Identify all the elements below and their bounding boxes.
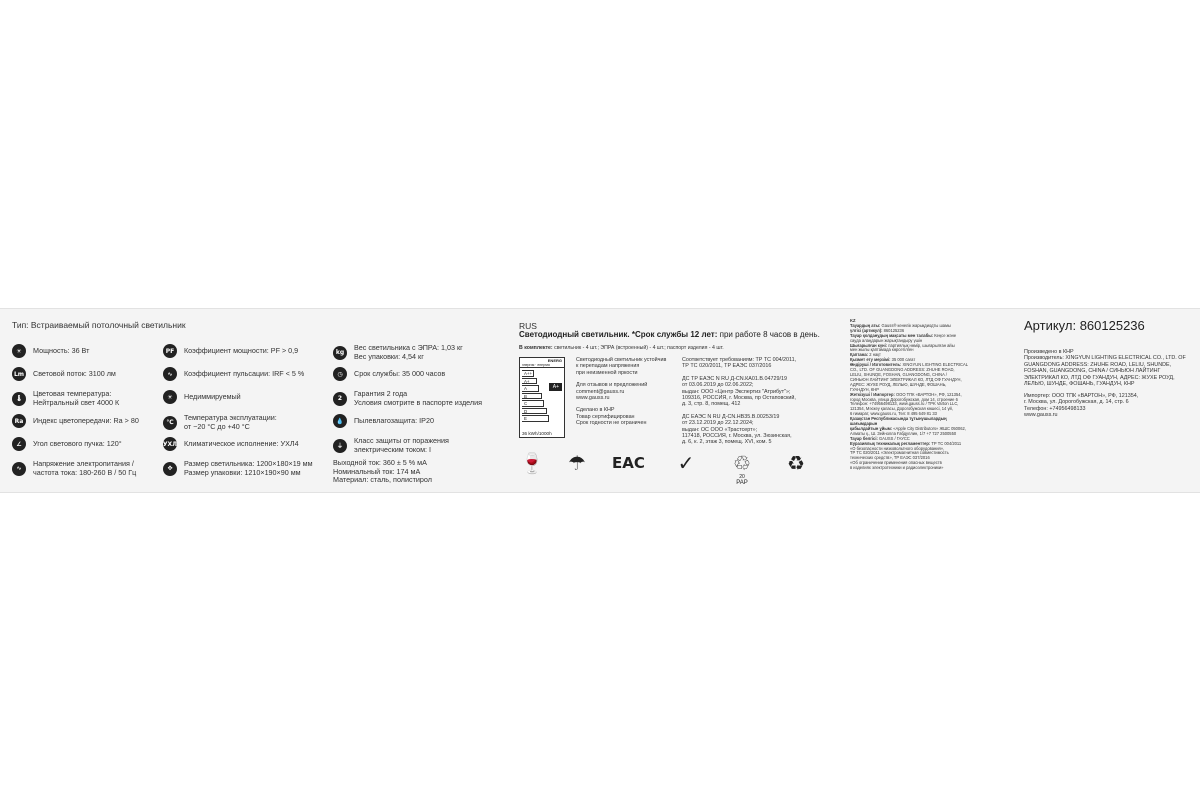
text-line: ТР ТС 020/2011, ТР ЕАЭС 037/2016	[682, 363, 772, 370]
ripple-icon: ∿	[163, 367, 177, 381]
kz-line-text: «Apple City Distributors» ЖШС 050062,	[892, 425, 966, 431]
energy-class-bars	[520, 370, 564, 422]
spec-line: Индекс цветопередачи: Ra > 80	[33, 415, 139, 425]
text-line: от 03.06.2019 до 02.06.2022;	[682, 382, 754, 389]
kz-line-text: город Москва, улица Дорогобужская, дом 14, строение 6	[850, 396, 958, 402]
spec-line: Коэффициент мощности: PF > 0,9	[184, 345, 299, 355]
spec-row	[12, 414, 139, 428]
kz-line-text: 121354, Мәскеу қаласы, Дорогобужская көшесі, 14 үй,	[850, 406, 953, 412]
text-line: comment@gauss.ru	[576, 388, 625, 395]
spec-text	[33, 347, 89, 356]
current-material-block	[333, 459, 432, 485]
product-label-strip	[0, 308, 1200, 493]
text-line: выдан: ООО «Центр Экспертиз "Атрибут"»;	[682, 388, 791, 395]
spec-line: Нейтральный свет 4000 К	[33, 397, 120, 407]
spec-line: Вес упаковки: 4,54 кг	[354, 351, 424, 361]
package-contents	[519, 345, 724, 351]
article-number: Артикул: 860125236	[1024, 318, 1145, 333]
spec-text	[184, 347, 298, 356]
kz-line-text: CO., LTD. OF GUANGDONG ADDRESS: ZHUHE ROAD,	[850, 367, 955, 373]
text-line: Светодиодный светильник устойчив	[576, 357, 667, 363]
spec-line: Угол светового пучка: 120°	[33, 438, 122, 448]
temperature-range-icon: ℃	[163, 416, 177, 430]
pictogram-glyph: ♻	[787, 451, 805, 475]
kz-line-text: 35 000 сағат	[890, 357, 916, 363]
text-line: www.gauss.ru	[576, 395, 610, 402]
lumen-icon: Lm	[12, 367, 26, 381]
spec-text	[184, 460, 313, 477]
spec-row	[12, 460, 136, 477]
ra-icon: Ra	[12, 414, 26, 428]
keep-dry-umbrella-icon	[563, 452, 591, 474]
spec-row	[333, 414, 434, 428]
spec-line: Климатическое исполнение: УХЛ4	[184, 438, 299, 448]
spec-line: Класс защиты от поражения	[354, 436, 449, 445]
kz-line-text: Gauss® кенелік жарықдиодты шамы	[880, 322, 951, 328]
kz-line-label: Қаптама:	[850, 352, 869, 358]
rus-heading	[519, 330, 820, 339]
energy-class-bar: D	[522, 408, 547, 415]
text-line: GUANGDONG ADDRESS: ZHUHE ROAD, LELIU, SHUNDE,	[1024, 361, 1172, 368]
text-line: при неизменной яркости	[576, 369, 638, 376]
fragile-glass-icon	[518, 452, 546, 474]
spec-row	[333, 390, 482, 407]
spec-line: Напряжение электропитания /	[33, 459, 134, 468]
kz-line-label: үлгісі (артикул):	[850, 327, 883, 333]
spec-text	[184, 370, 304, 379]
kz-line-text: LELIU, SHUNDE, FOSHAN, GUANGDONG, CHINA /	[850, 371, 947, 377]
kz-section	[850, 319, 974, 471]
spec-text	[184, 393, 241, 402]
kz-line-text: 860125236	[882, 327, 905, 333]
spec-text	[354, 437, 449, 454]
text-line: www.gauss.ru	[1024, 412, 1058, 419]
text-line: д. 3, стр. 8, помещ. 412	[682, 401, 741, 408]
energy-label	[519, 357, 565, 438]
energy-class-bar: A	[522, 385, 539, 392]
text-line: ЭЛЕКТРИКАЛ КО, ЛТД ОФ ГУАНДУН, АДРЕС: ЖУХЕ РОУД,	[1024, 374, 1175, 381]
kz-line-text: партиялық нөмір, шығарылған айы	[887, 342, 955, 348]
kz-line-label: қабылдайтын ұйым:	[850, 425, 893, 431]
spec-row	[163, 460, 313, 477]
kz-line-label: Қызмет ету мерзімі:	[850, 357, 891, 363]
energy-label-header: ENERG	[520, 358, 564, 363]
rus-heading-bold: Светодиодный светильник. *Срок службы 12 лет:	[519, 330, 718, 339]
spec-line: частота тока: 180-260 В / 50 Гц	[33, 467, 137, 477]
kz-line-text: АДРЕС: ЖУХЕ РОУД, ЛЕЛЬЮ, ШУНДЕ, ФОШАНЬ,	[850, 381, 947, 387]
text-line: Производитель: XINGYUN LIGHTING ELECTRICAL CO., LTD. OF	[1024, 355, 1186, 362]
kz-line-label: Еуразиялық техникалық регламенттер:	[850, 440, 931, 446]
spec-row	[333, 367, 445, 381]
kz-line-text: сауда алаңдарын жарықтандыру үшін	[850, 337, 923, 343]
quality-mark-icon	[672, 452, 700, 474]
spec-line: Условия смотрите в паспорте изделия	[354, 397, 482, 407]
energy-consumption: 36 kWh/1000h	[522, 431, 552, 436]
kz-line-text: в изделиях электротехники и радиоэлектроники»	[850, 465, 944, 471]
text-line: Материал: сталь, полистирол	[333, 475, 432, 485]
trash-bin-icon	[782, 452, 810, 474]
pictogram-glyph: ☂	[568, 451, 586, 475]
spec-line: от −20 °С до +40 °С	[184, 421, 250, 431]
producer-block	[1024, 349, 1186, 387]
text-line: д. 6, к. 2, этаж 3, помещ. XVI, ком. 5	[682, 439, 772, 446]
kz-line	[850, 466, 974, 471]
kz-line-text: «Об ограничении применения опасных веществ	[850, 460, 942, 466]
eac-mark-icon	[612, 452, 645, 474]
spec-text	[354, 390, 482, 407]
kz-line-text: ГУАНДУН, КНР	[850, 386, 879, 392]
kz-line-text: мен жылы қаптамада көрсетілген	[850, 347, 914, 353]
energy-rating-badge: A+	[549, 383, 562, 391]
text-line: Произведено в КНР	[1024, 349, 1074, 355]
warranty-icon: 2	[333, 392, 347, 406]
importer-block	[1024, 393, 1138, 419]
spec-row	[163, 390, 241, 404]
kz-line-text: 6 ғимарат, www.gauss.ru, Тел: 8 495 649 81 33	[850, 411, 937, 417]
energy-class-bar: B	[522, 393, 542, 400]
kz-line-label: KZ	[850, 318, 856, 323]
recycle-material: PAP	[736, 480, 748, 486]
energy-class-bar: A+	[522, 378, 537, 385]
spec-text	[354, 370, 445, 379]
text-line: выдан: ОС ООО «Трастсерт»;	[682, 426, 758, 433]
pf-icon: PF	[163, 344, 177, 358]
text-line: ДС ЕАЭС N RU Д-CN.НВ35.В.00253/19	[682, 413, 780, 420]
package-contents-label: В комплекте:	[519, 345, 553, 351]
text-line: Выходной ток: 360 ± 5 % мА	[333, 458, 427, 467]
text-line: ЛЕЛЬЮ, ШУНДЕ, ФОШАНЬ, ГУАНДУН, КНР	[1024, 381, 1135, 388]
light-bulb-icon: ☀	[12, 344, 26, 358]
spec-row	[333, 437, 449, 454]
kz-line-text: технических средств», ТР ЕАЭС 037/2016	[850, 455, 930, 461]
dimensions-icon: ✥	[163, 462, 177, 476]
electric-class-icon: ⏚	[333, 439, 347, 453]
ip-drop-icon: 💧	[333, 414, 347, 428]
energy-class-bar: A++	[524, 371, 533, 376]
spec-row	[333, 344, 463, 361]
spec-line: Температура эксплуатации:	[184, 413, 277, 422]
spec-line: Размер светильника: 1200×180×19 мм	[184, 459, 313, 468]
kz-line-label: Тауар белгісі:	[850, 435, 878, 441]
spec-row	[163, 414, 277, 431]
text-line: Срок годности не ограничен	[576, 420, 647, 427]
recycle-code: 20	[739, 474, 745, 480]
text-line: Телефон: +74956498133	[1024, 405, 1086, 412]
rus-lang-label: RUS	[519, 321, 537, 331]
energy-class-bar: E	[522, 415, 549, 422]
beam-angle-icon: ∠	[12, 437, 26, 451]
kz-line-text: ТР ТС 004/2011	[930, 440, 962, 446]
text-line: ДС ТР ЕАЭС N RU Д-CN.КА01.В.04729/19	[682, 375, 787, 382]
spec-line: Пылевлагозащита: IP20	[354, 415, 434, 425]
spec-line: Мощность: 36 Вт	[33, 345, 90, 355]
spec-text	[33, 440, 122, 449]
spec-row	[12, 437, 122, 451]
weight-icon: kg	[333, 346, 347, 360]
spec-text	[184, 440, 299, 449]
text-line: г. Москва, ул. Дорогобужская, д. 14, стр. 6	[1024, 399, 1129, 406]
spec-text	[184, 414, 277, 431]
kz-line-label: Шығарылған күні:	[850, 342, 888, 348]
spec-line: Коэффициент пульсации: IRF < 5 %	[184, 368, 305, 378]
spec-text	[33, 370, 116, 379]
kz-line-text: Алматы қ., Ш. Зейнолла Ғабдуллин, 1/7 +7 727 2500550	[850, 430, 957, 436]
rus-heading-rest: при работе 8 часов в день.	[717, 330, 820, 339]
spec-line: Цветовая температура:	[33, 389, 112, 398]
product-type: Тип: Встраиваемый потолочный светильник	[12, 320, 186, 330]
text-line: Импортер: ООО ТПК «ВАРТОН», РФ, 121354,	[1024, 393, 1139, 399]
kz-line-text: «О безопасности низковольтного оборудования»,	[850, 445, 945, 451]
kz-line-text: 2 нақт	[868, 352, 881, 358]
kz-line-label: Тауардың аты:	[850, 322, 881, 328]
spec-line: Недиммируемый	[184, 391, 241, 401]
pictogram-glyph: 🍷	[519, 451, 545, 475]
pictogram-glyph: ♲	[733, 451, 751, 475]
text-line: 117418, РОССИЯ, г. Москва, ул. Зюзинская,	[682, 433, 792, 440]
text-line: Для отзывов и предложений	[576, 382, 648, 389]
kz-line-text: ООО ТПК «ВАРТОН», РФ, 121354,	[894, 391, 962, 397]
spec-row	[12, 390, 119, 407]
kz-line-label: Қазақстан Республикасында тұтынушылардың шағымдарын	[850, 416, 947, 427]
spec-text	[33, 417, 139, 426]
text-line: Товар сертифицирован	[576, 413, 635, 420]
spec-line: электрическим током: I	[354, 444, 432, 454]
spec-line: Гарантия 2 года	[354, 389, 408, 398]
kz-line-text: СИНЬЮН ЛАЙТИНГ ЭЛЕКТРИКАЛ КО, ЛТД ОФ ГУАНДУН,	[850, 376, 962, 382]
text-line: от 23.12.2019 до 22.12.2024;	[682, 420, 754, 427]
text-line: Соответствует требованиям: ТР ТС 004/2011,	[682, 357, 797, 363]
spec-text	[33, 390, 119, 407]
kz-line-text: GAUSS / ГАУСС	[877, 435, 910, 441]
spec-row	[12, 367, 116, 381]
pictogram-glyph: EAC	[612, 454, 645, 472]
energy-label-subheader: энергия · енергия	[520, 363, 564, 368]
spec-line: Вес светильника с ЭПРА: 1,03 кг	[354, 343, 463, 352]
thermometer-icon: 🌡	[12, 392, 26, 406]
text-line: Номинальный ток: 174 мА	[333, 466, 421, 476]
text-line: к перепадам напряжения	[576, 363, 640, 370]
kz-line-text: Кеңсе және	[933, 332, 957, 338]
kz-line-text: ТР ТС 020/2011 «Электромагнитная совместимость	[850, 450, 949, 456]
kz-line-label: Тауар қолданудың мақсаты мен талабы:	[850, 332, 934, 338]
text-line: FOSHAN, GUANGDONG, CHINA / СИНЬЮН ЛАЙТИНГ	[1024, 368, 1161, 375]
spec-text	[33, 460, 136, 477]
spec-row	[12, 344, 89, 358]
rus-certificates	[682, 357, 796, 446]
rus-info-left	[576, 357, 666, 427]
package-contents-text: светильник - 4 шт.; ЭПРА (встроенный) - 4 шт.; паспорт изделия - 4 шт.	[552, 345, 724, 351]
kz-line-text: Телефон: +74956498133, www.gauss.ru / TPK Varton LLC,	[850, 401, 959, 407]
clock-icon: ◷	[333, 367, 347, 381]
text-line: 109316, РОССИЯ, г. Москва, пр Остаповский,	[682, 395, 796, 402]
energy-class-bar: C	[522, 400, 544, 407]
spec-row	[163, 367, 304, 381]
spec-line: Срок службы: 35 000 часов	[354, 368, 446, 378]
recycle-pap-icon	[728, 452, 756, 486]
spec-text	[354, 344, 463, 361]
kz-line-text: XINGYUN LIGHTING ELECTRICAL	[901, 362, 969, 368]
spec-row	[163, 437, 299, 451]
spec-line: Размер упаковки: 1210×190×90 мм	[184, 467, 301, 477]
pictogram-glyph: ✓	[677, 451, 695, 475]
kz-line-label: Жеткізуші / Импортер:	[850, 391, 895, 397]
spec-row	[163, 344, 298, 358]
spec-text	[354, 417, 434, 426]
text-line: Сделано в КНР	[576, 407, 615, 414]
kz-line-label: Өндіруші / Изготовитель:	[850, 362, 902, 368]
non-dimmable-icon: ☀	[163, 390, 177, 404]
spec-line: Световой поток: 3100 лм	[33, 368, 116, 378]
climate-icon: УХЛ	[163, 437, 177, 451]
sine-wave-icon: ∿	[12, 462, 26, 476]
